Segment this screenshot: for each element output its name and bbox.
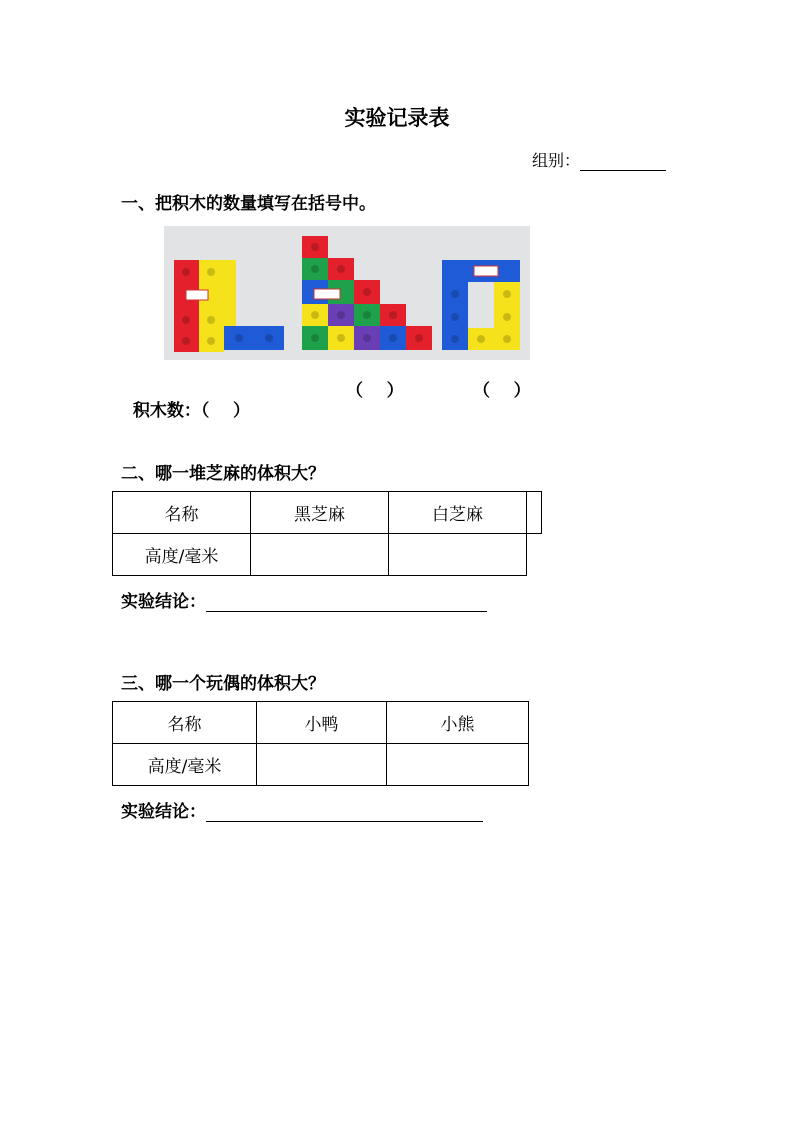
header-name: 名称 (113, 492, 251, 534)
block-count-paren-3[interactable]: （ ） (473, 381, 531, 401)
white-sesame-height-cell[interactable] (389, 534, 527, 576)
conclusion-input-line[interactable] (206, 801, 483, 822)
header-duck: 小鸭 (257, 702, 387, 744)
blocks-illustration (164, 226, 530, 360)
stack3-label-tag (474, 266, 498, 276)
row-label-height: 高度/毫米 (113, 534, 251, 576)
section3-heading: 三、哪一个玩偶的体积大？ (121, 674, 325, 694)
header-bear: 小熊 (387, 702, 529, 744)
section1-heading: 一、把积木的数量填写在括号中。 (121, 194, 376, 214)
block-count-label: 积木数：（ ） (132, 401, 251, 421)
conclusion-input-line[interactable] (206, 591, 487, 612)
duck-height-cell[interactable] (257, 744, 387, 786)
stack1-label-tag (186, 290, 208, 300)
conclusion-label: 实验结论： (121, 802, 206, 822)
stack2-label-tag (314, 289, 340, 299)
table-row (113, 744, 529, 786)
header-extra (527, 492, 542, 534)
black-sesame-height-cell[interactable] (251, 534, 389, 576)
row-label-height: 高度/毫米 (113, 744, 257, 786)
block-count-paren-2[interactable]: （ ） (346, 381, 404, 401)
group-input-line[interactable] (580, 152, 666, 171)
table-row (113, 492, 542, 534)
table-row (113, 534, 542, 576)
header-name: 名称 (113, 702, 257, 744)
toy-table (112, 701, 529, 786)
section2-conclusion (121, 587, 487, 612)
group-field (532, 148, 666, 171)
section2-heading: 二、哪一堆芝麻的体积大？ (121, 464, 325, 484)
blocks-photo (164, 226, 530, 360)
sesame-table (112, 491, 542, 576)
block-count-row (121, 376, 250, 421)
header-black-sesame: 黑芝麻 (251, 492, 389, 534)
page-title: 实验记录表 (344, 106, 450, 130)
header-white-sesame: 白芝麻 (389, 492, 527, 534)
conclusion-label: 实验结论： (121, 592, 206, 612)
table-row (113, 702, 529, 744)
section3-conclusion (121, 797, 483, 822)
bear-height-cell[interactable] (387, 744, 529, 786)
group-label: 组别： (532, 151, 581, 170)
